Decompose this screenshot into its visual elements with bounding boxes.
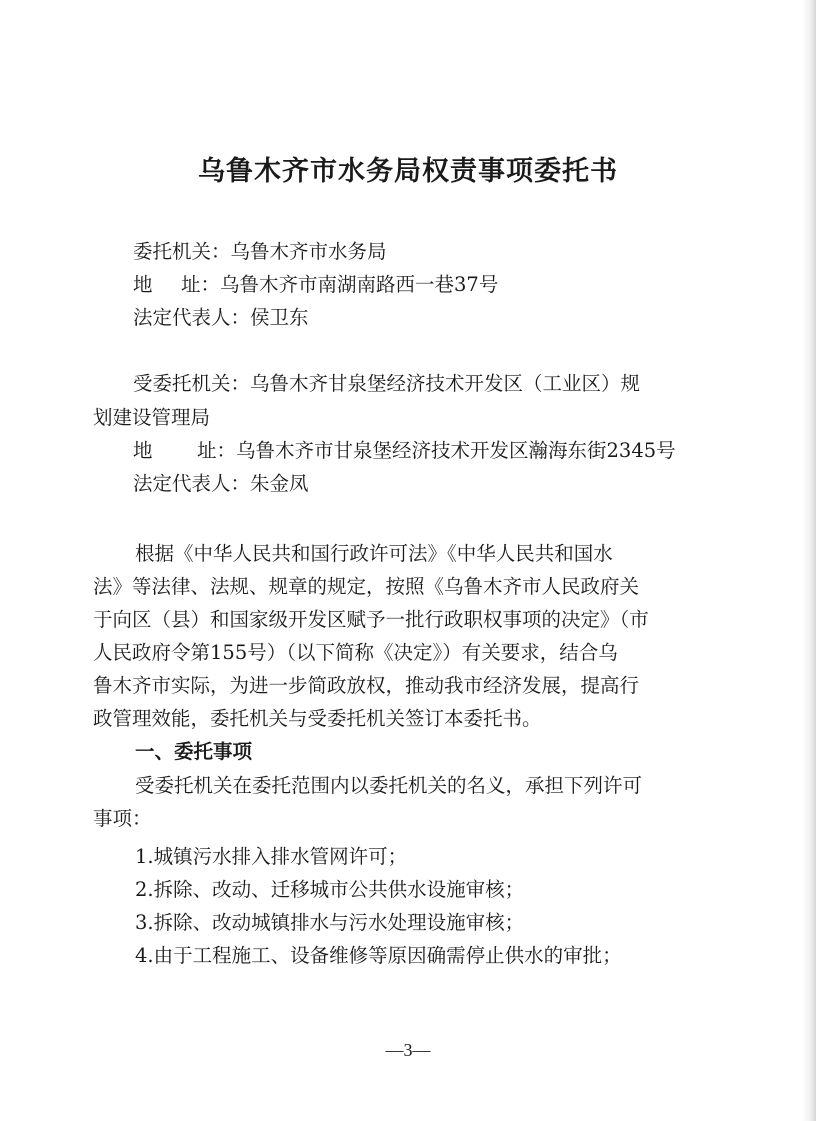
agent-rep-row: [133, 470, 309, 498]
list-item: 4.由于工程施工、设备维修等原因确需停止供水的审批；: [135, 944, 622, 967]
principal-address-label-b: 址：: [181, 273, 221, 296]
agent-address-row: [133, 437, 676, 465]
list-item: 2.拆除、改动、迁移城市公共供水设施审核；: [135, 878, 525, 901]
principal-org-label: 委托机关：: [133, 240, 231, 263]
section-intro-line: 事项：: [93, 807, 152, 830]
agent-rep-label: 法定代表人：: [133, 472, 251, 495]
preamble-line: 人民政府令第155号）（以下简称《决定》）有关要求，结合乌: [93, 641, 618, 664]
principal-address-label-a: 地: [133, 273, 153, 296]
agent-org-label: 受委托机关：: [133, 372, 251, 395]
scan-edge-shadow: [802, 0, 816, 1121]
preamble-line: 政管理效能，委托机关与受委托机关签订本委托书。: [93, 707, 542, 730]
agent-org-value-line1: 乌鲁木齐甘泉堡经济技术开发区（工业区）规: [250, 372, 641, 395]
section-heading: 一、委托事项: [135, 740, 253, 763]
preamble-line: 于向区（县）和国家级开发区赋予一批行政职权事项的决定》（市: [93, 608, 649, 631]
list-item: 3.拆除、改动城镇排水与污水处理设施审核；: [135, 911, 525, 934]
agent-rep-value: 朱金凤: [250, 472, 309, 495]
agent-org-row: [133, 370, 640, 398]
principal-address-row: [133, 271, 498, 299]
agent-address-label-b: 址：: [197, 439, 237, 462]
agent-address-value: 乌鲁木齐市甘泉堡经济技术开发区瀚海东街2345号: [236, 439, 676, 462]
principal-address-value: 乌鲁木齐市南湖南路西一巷37号: [220, 273, 499, 296]
document-title: 乌鲁木齐市水务局权责事项委托书: [198, 156, 618, 187]
preamble-line: 法》等法律、法规、规章的规定，按照《乌鲁木齐市人民政府关: [93, 575, 640, 598]
agent-address-label-a: 地: [133, 439, 153, 462]
agent-org-continuation: [93, 404, 210, 432]
preamble-line: 鲁木齐市实际，为进一步简政放权，推动我市经济发展，提高行: [93, 674, 640, 697]
page-number: —3—: [385, 1040, 431, 1060]
principal-rep-value: 侯卫东: [250, 306, 309, 329]
section-intro-line: 受委托机关在委托范围内以委托机关的名义，承担下列许可: [135, 774, 643, 797]
preamble-line: 根据《中华人民共和国行政许可法》《中华人民共和国水: [135, 542, 613, 565]
principal-org-row: [133, 238, 387, 266]
agent-org-value-line2: 划建设管理局: [93, 406, 211, 429]
principal-rep-label: 法定代表人：: [133, 306, 251, 329]
principal-org-value: 乌鲁木齐市水务局: [230, 240, 387, 263]
list-item: 1.城镇污水排入排水管网许可；: [135, 845, 408, 868]
principal-rep-row: [133, 304, 309, 332]
